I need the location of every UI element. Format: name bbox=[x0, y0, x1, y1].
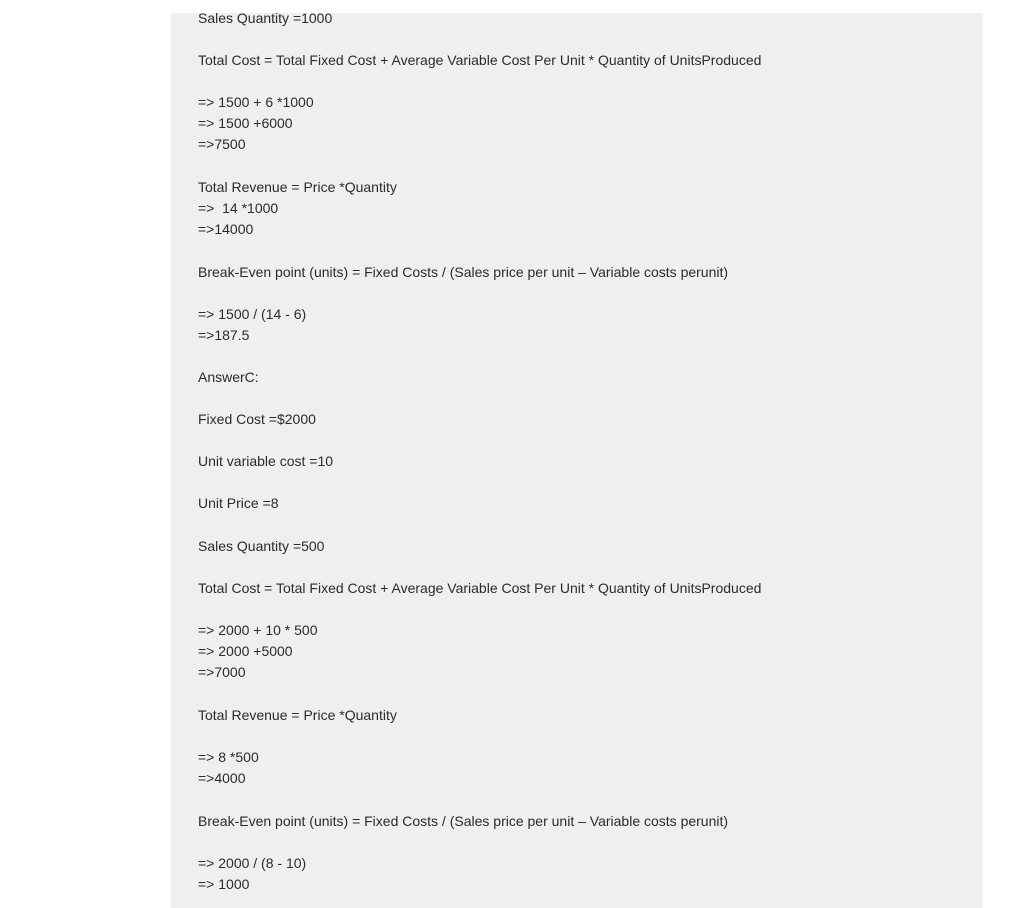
text-block bbox=[198, 853, 306, 895]
text-block bbox=[198, 578, 761, 599]
text-block bbox=[198, 705, 397, 726]
text-block bbox=[198, 92, 314, 155]
text-line: => 1000 bbox=[198, 876, 250, 892]
text-line: Total Revenue = Price *Quantity bbox=[198, 179, 397, 195]
text-line: Break-Even point (units) = Fixed Costs / (Sales price per unit – Variable costs perunit) bbox=[198, 813, 729, 829]
text-line: Unit Price =8 bbox=[198, 495, 279, 511]
text-block bbox=[198, 367, 259, 388]
text-line: => 2000 / (8 - 10) bbox=[198, 855, 307, 871]
text-line: Fixed Cost =$2000 bbox=[198, 411, 316, 427]
text-line: Sales Quantity =500 bbox=[198, 538, 325, 554]
text-line: =>4000 bbox=[198, 770, 246, 786]
text-block bbox=[198, 811, 728, 832]
text-line: => 8 *500 bbox=[198, 749, 259, 765]
text-block bbox=[198, 304, 306, 346]
text-block bbox=[198, 262, 728, 283]
text-line: => 2000 + 10 * 500 bbox=[198, 622, 318, 638]
text-block bbox=[198, 451, 333, 472]
text-block bbox=[198, 8, 332, 29]
text-line: => 2000 +5000 bbox=[198, 643, 293, 659]
text-line: =>14000 bbox=[198, 221, 254, 237]
text-line: AnswerC: bbox=[198, 369, 259, 385]
text-block bbox=[198, 493, 279, 514]
text-line: Total Cost = Total Fixed Cost + Average Variable Cost Per Unit * Quantity of UnitsProduced bbox=[198, 580, 762, 596]
text-line: =>7000 bbox=[198, 664, 246, 680]
text-line: Total Revenue = Price *Quantity bbox=[198, 707, 397, 723]
text-line: Unit variable cost =10 bbox=[198, 453, 334, 469]
text-block bbox=[198, 409, 316, 430]
text-block bbox=[198, 747, 259, 789]
text-line: Total Cost = Total Fixed Cost + Average Variable Cost Per Unit * Quantity of UnitsProduced bbox=[198, 52, 762, 68]
text-block bbox=[198, 536, 324, 557]
text-line: Sales Quantity =1000 bbox=[198, 10, 333, 26]
text-line: =>187.5 bbox=[198, 327, 250, 343]
text-line: =>7500 bbox=[198, 136, 246, 152]
text-line: Break-Even point (units) = Fixed Costs / (Sales price per unit – Variable costs perunit) bbox=[198, 264, 729, 280]
text-line: => 1500 +6000 bbox=[198, 115, 293, 131]
text-line: => 1500 / (14 - 6) bbox=[198, 306, 307, 322]
text-block bbox=[198, 177, 397, 240]
text-block bbox=[198, 50, 761, 71]
text-line: => 1500 + 6 *1000 bbox=[198, 94, 314, 110]
text-line: => 14 *1000 bbox=[198, 200, 279, 216]
text-block bbox=[198, 620, 318, 683]
